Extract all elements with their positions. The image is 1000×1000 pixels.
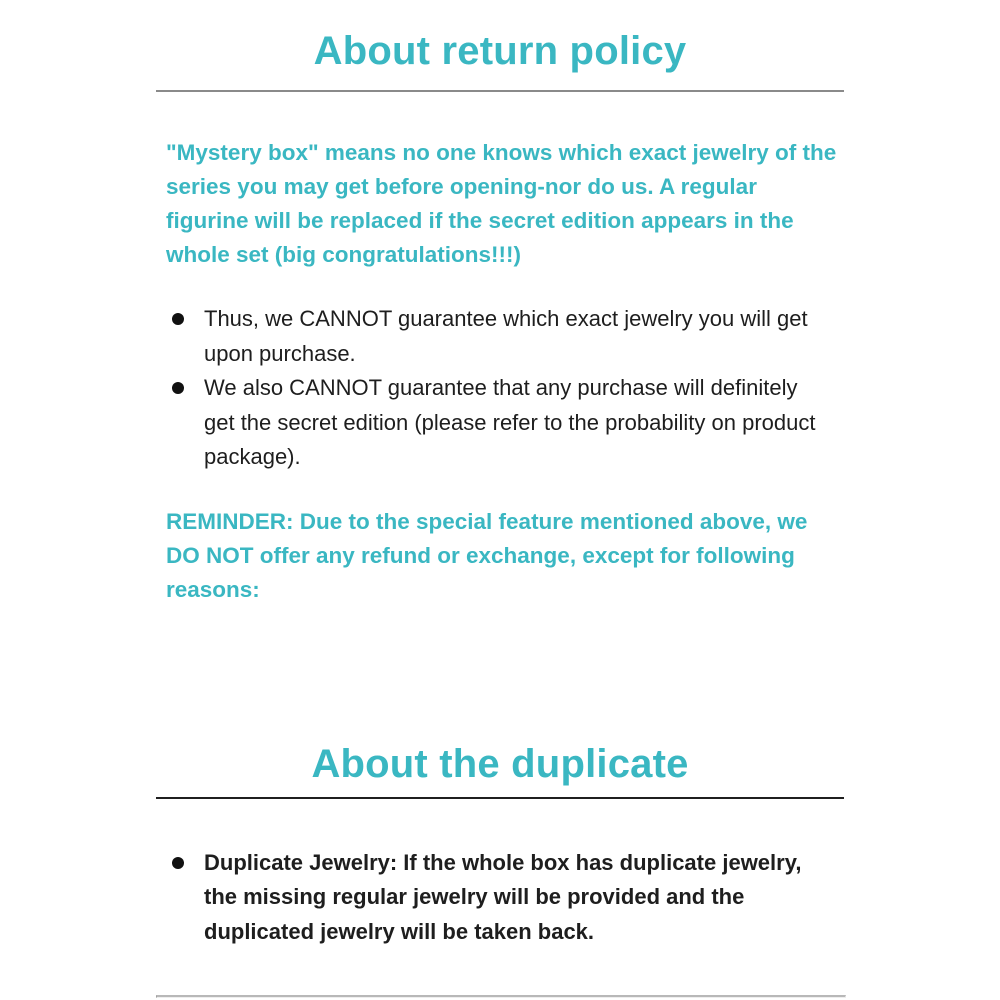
list-item (172, 371, 1000, 475)
duplicate-title: About the duplicate (311, 741, 689, 786)
duplicate-bullet-list (0, 846, 1000, 950)
bullet-cannot-guarantee-jewelry: Thus, we CANNOT guarantee which exact jewelry you will get upon purchase. (204, 306, 808, 366)
mystery-box-intro-paragraph: "Mystery box" means no one knows which exact jewelry of the series you may get before opening-nor do us. A regular figurine will be replaced if the secret edition appears in the whole set (big congratulations!!!) (166, 140, 837, 267)
bullet-duplicate-jewelry: Duplicate Jewelry: If the whole box has duplicate jewelry, the missing regular jewelry will be provided and the duplicated jewelry will be taken back. (204, 849, 802, 944)
return-policy-bullet-list (0, 302, 1000, 475)
bullet-cannot-guarantee-secret-edition: We also CANNOT guarantee that any purchase will definitely get the secret edition (please refer to the probability on product package). (204, 375, 816, 469)
section-duplicate (0, 607, 1000, 950)
return-policy-title: About return policy (313, 29, 687, 73)
divider-under-return-policy-title (156, 90, 844, 92)
reminder-text: Due to the special feature mentioned above, we DO NOT offer any refund or exchange, except for following reasons: (166, 508, 808, 602)
reminder-label: REMINDER: (166, 508, 294, 534)
divider-under-duplicate-title (156, 797, 844, 799)
list-item (172, 846, 1000, 950)
bullet-dot-icon (172, 857, 184, 869)
divider-page-bottom (156, 995, 846, 998)
reminder-paragraph (166, 505, 838, 607)
list-item (172, 302, 1000, 371)
bullet-dot-icon (172, 382, 184, 394)
bullet-dot-icon (172, 313, 184, 325)
